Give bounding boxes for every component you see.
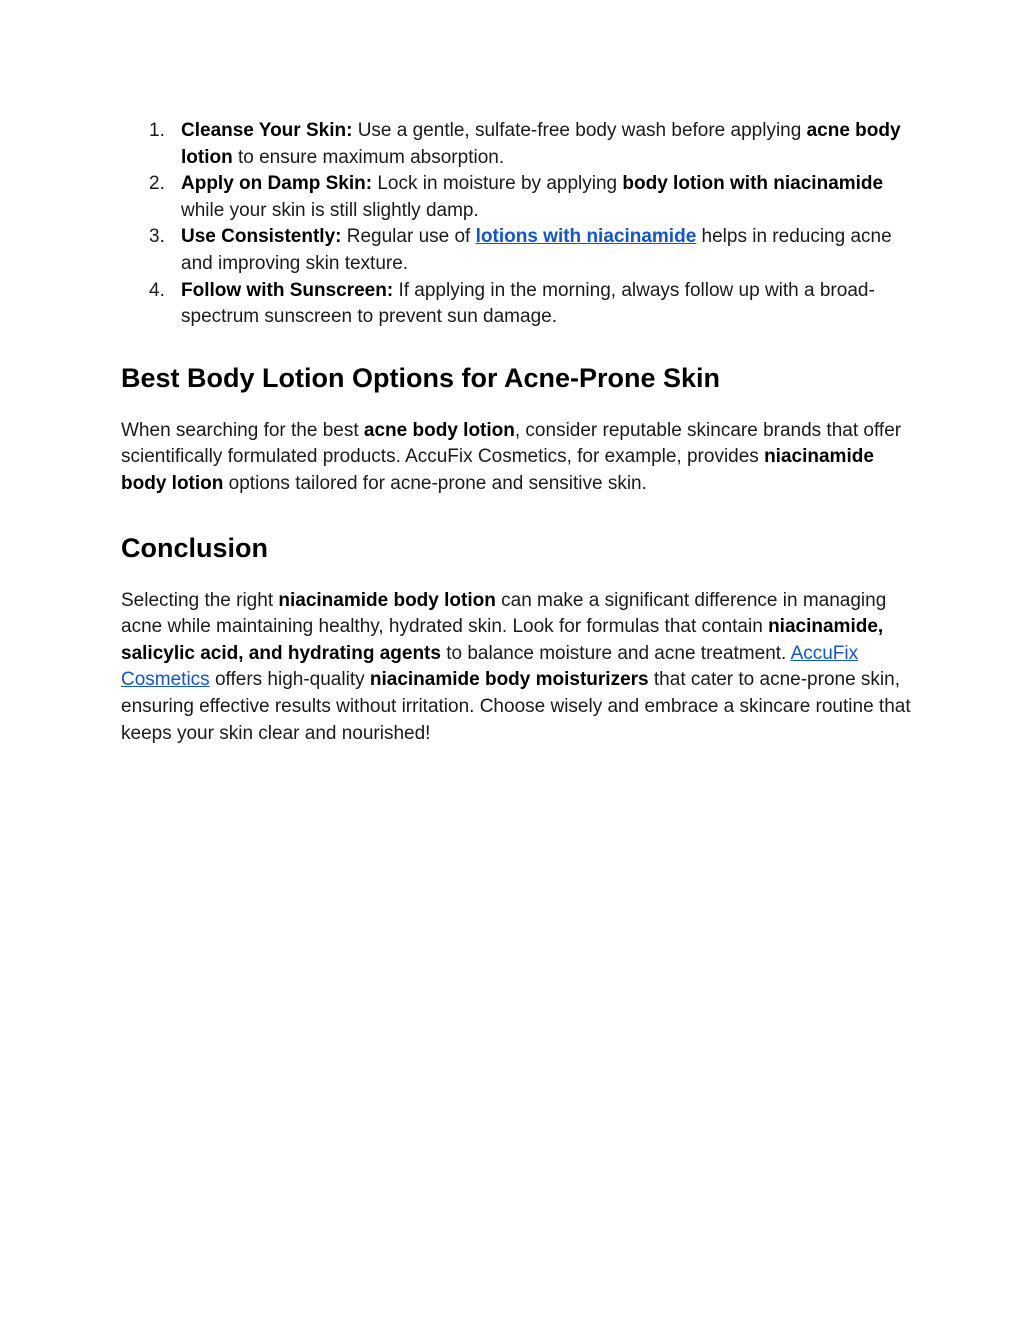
conclusion-heading: Conclusion bbox=[121, 532, 268, 563]
bold-term: niacinamide, salicylic acid, and hydrating agents bbox=[121, 616, 884, 664]
bold-term: niacinamide body moisturizers bbox=[369, 669, 649, 691]
paragraph-text: offers high-quality bbox=[209, 669, 370, 691]
bold-term: acne body lotion bbox=[363, 419, 515, 441]
document-content bbox=[121, 118, 911, 747]
paragraph-text: When searching for the best bbox=[121, 419, 364, 441]
best-options-paragraph bbox=[121, 418, 911, 498]
bold-term: niacinamide body lotion bbox=[278, 589, 496, 611]
conclusion-paragraph bbox=[121, 588, 911, 748]
step-text: Use a gentle, sulfate-free body wash before applying bbox=[352, 120, 807, 141]
paragraph-text: Selecting the right bbox=[121, 589, 279, 611]
step-text: while your skin is still slightly damp. bbox=[181, 199, 479, 221]
accufix-cosmetics-link[interactable]: AccuFix Cosmetics bbox=[121, 642, 859, 691]
application-steps-list bbox=[121, 118, 911, 331]
paragraph-text: can make a significant difference in managing acne while maintaining healthy, hydrated skin. Look for formulas that contain bbox=[121, 589, 887, 638]
step-text: If applying in the morning, always follow up with a broad-spectrum sunscreen to prevent sun damage. bbox=[181, 279, 875, 328]
paragraph-text: to balance moisture and acne treatment. bbox=[440, 642, 791, 664]
list-number: 3. bbox=[149, 226, 165, 248]
step-text: helps in reducing acne and improving skin texture. bbox=[181, 226, 892, 274]
best-options-heading: Best Body Lotion Options for Acne-Prone Skin bbox=[121, 362, 721, 393]
step-label: Use Consistently: bbox=[181, 226, 342, 248]
list-item-cleanse bbox=[121, 118, 911, 171]
step-text: to ensure maximum absorption. bbox=[232, 146, 505, 168]
paragraph-text: , consider reputable skincare brands that offer scientifically formulated products. AccuFix Cosmetics, for example, provides bbox=[121, 419, 902, 468]
list-item-damp-skin bbox=[121, 171, 911, 224]
step-bold-term: body lotion with niacinamide bbox=[622, 173, 884, 195]
step-text: Regular use of bbox=[341, 226, 476, 248]
list-item-consistently bbox=[121, 224, 911, 277]
list-number: 2. bbox=[149, 173, 165, 195]
paragraph-text: that cater to acne-prone skin, ensuring effective results without irritation. Choose wisely and embrace a skincare routine that keeps your skin clear and nourished! bbox=[121, 669, 911, 744]
step-text: Lock in moisture by applying bbox=[372, 173, 623, 195]
bold-term: niacinamide body lotion bbox=[121, 446, 874, 494]
paragraph-text: options tailored for acne-prone and sensitive skin. bbox=[223, 472, 647, 494]
list-number: 1. bbox=[149, 120, 165, 141]
lotions-niacinamide-link[interactable]: lotions with niacinamide bbox=[475, 226, 697, 248]
step-label: Apply on Damp Skin: bbox=[181, 173, 373, 195]
list-number: 4. bbox=[149, 279, 165, 301]
list-item-sunscreen bbox=[121, 278, 911, 331]
step-label: Cleanse Your Skin: bbox=[181, 120, 353, 141]
step-label: Follow with Sunscreen: bbox=[181, 279, 394, 301]
step-bold-term: acne body lotion bbox=[181, 120, 901, 168]
